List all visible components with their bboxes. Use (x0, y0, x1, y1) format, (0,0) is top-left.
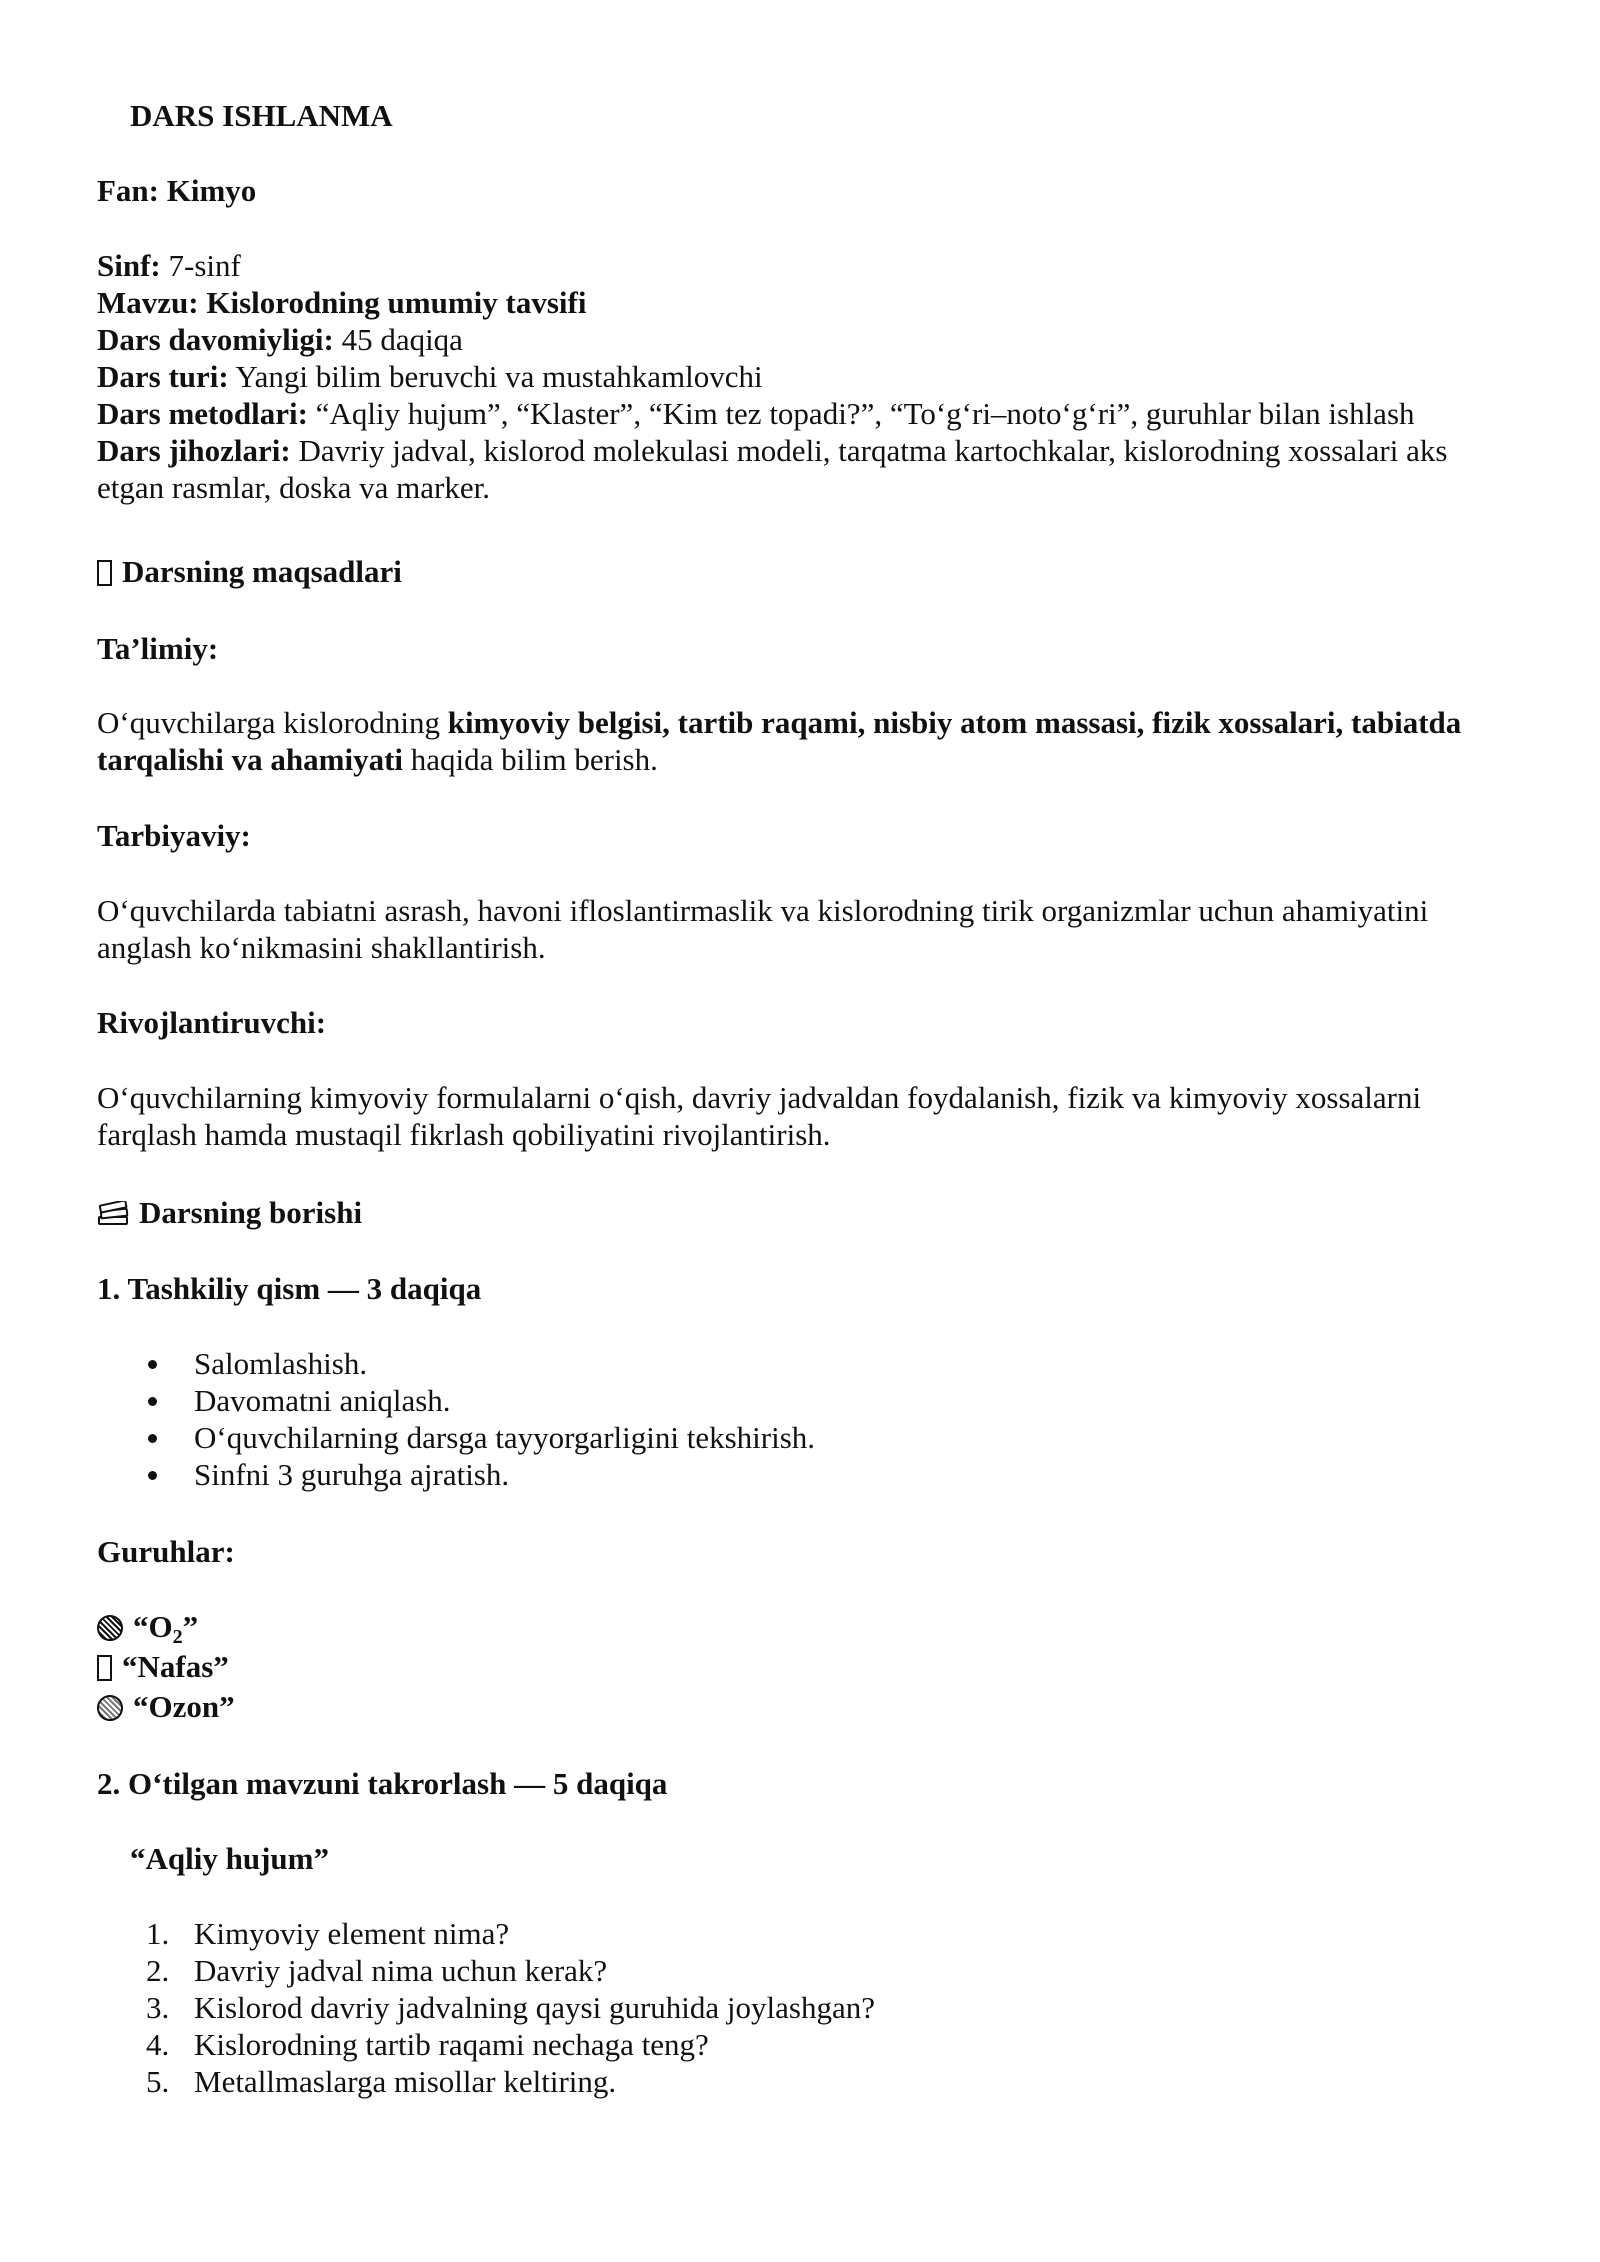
list-item-text: Kimyoviy element nima? (194, 1916, 510, 1951)
educational-text (97, 704, 1517, 778)
equipment-line (97, 432, 1517, 506)
list-item (97, 2063, 875, 2100)
bullet (148, 1360, 157, 1369)
equipment-value: Davriy jadval, kislorod molekulasi modeli, tarqatma kartochkalar, kislorodning xossalari aks etgan rasmlar, doska va marker. (97, 433, 1448, 505)
groups-label: Guruhlar: (97, 1534, 235, 1569)
developmental-label: Rivojlantiruvchi: (97, 1005, 327, 1040)
step2-heading: 2. O‘tilgan mavzuni takrorlash — 5 daqiqa (97, 1766, 668, 1801)
duration-value: 45 daqiqa (341, 322, 463, 357)
goals-heading-text: Darsning maqsadlari (122, 554, 402, 589)
group-nafas (97, 1647, 1517, 1687)
box-glyph-icon (97, 560, 112, 586)
list-item (97, 2026, 875, 2063)
topic-line (97, 284, 1517, 321)
list-item-text: O‘quvchilarning darsga tayyorgarligini tekshirish. (194, 1420, 816, 1455)
educational-label: Ta’limiy: (97, 631, 219, 666)
item-number: 4. (146, 2027, 170, 2062)
grade-line (97, 247, 1517, 284)
list-item (97, 1382, 815, 1419)
item-number: 1. (146, 1916, 170, 1951)
type-label: Dars turi: (97, 359, 229, 394)
duration-line (97, 321, 1517, 358)
item-number: 5. (146, 2064, 170, 2099)
list-item-text: Metallmaslarga misollar keltiring. (194, 2064, 617, 2099)
methods-value: “Aqliy hujum”, “Klaster”, “Kim tez topadi?”, “To‘g‘ri–noto‘g‘ri”, guruhlar bilan ishlash (315, 396, 1415, 431)
step2-method: “Aqliy hujum” (130, 1841, 329, 1876)
lesson-info (97, 247, 1517, 506)
box-glyph-icon (97, 1655, 112, 1681)
item-number: 3. (146, 1990, 170, 2025)
list-item-text: Sinfni 3 guruhga ajratish. (194, 1457, 510, 1492)
type-line (97, 358, 1517, 395)
list-item-text: Davomatni aniqlash. (194, 1383, 451, 1418)
topic-label: Mavzu: (97, 285, 199, 320)
fan-value: Kimyo (166, 173, 257, 208)
type-value: Yangi bilim beruvchi va mustahkamlovchi (235, 359, 763, 394)
group-o2 (97, 1607, 1517, 1647)
group-ozon (97, 1687, 1517, 1727)
group-ozon-text: “Ozon” (133, 1689, 235, 1724)
process-heading-text: Darsning borishi (139, 1195, 363, 1230)
step1-list (97, 1345, 815, 1493)
goals-heading (97, 553, 1517, 590)
process-heading (97, 1194, 1517, 1231)
bullet (148, 1434, 157, 1443)
upbringing-label: Tarbiyaviy: (97, 818, 251, 853)
grade-value: 7-sinf (168, 248, 241, 283)
list-item (97, 1419, 815, 1456)
methods-line (97, 395, 1517, 432)
duration-label: Dars davomiyligi: (97, 322, 334, 357)
group-o2-pre: “O (133, 1609, 173, 1644)
dark-circle-icon (97, 1615, 123, 1641)
fan-label: Fan: (97, 173, 159, 208)
educational-bold: kimyoviy belgisi, tartib raqami, nisbiy atom massasi, fizik xossalari, tabiatda tarqalishi va ahamiyati (97, 705, 1462, 777)
step1-heading: 1. Tashkiliy qism — 3 daqiqa (97, 1271, 482, 1306)
developmental-text: O‘quvchilarning kimyoviy formulalarni o‘qish, davriy jadvaldan foydalanish, fizik va kimyoviy xossalarni farqlash hamda mustaqil fikrlash qobiliyatini rivojlantirish. (97, 1080, 1422, 1152)
list-item (97, 1989, 875, 2026)
questions-list (97, 1915, 875, 2100)
list-item (97, 1345, 815, 1382)
bullet (148, 1471, 157, 1480)
grade-label: Sinf: (97, 248, 161, 283)
item-number: 2. (146, 1953, 170, 1988)
light-circle-icon (97, 1695, 123, 1721)
list-item (97, 1915, 875, 1952)
group-o2-post: ” (182, 1609, 199, 1644)
upbringing-text: O‘quvchilarda tabiatni asrash, havoni ifloslantirmaslik va kislorodning tirik organizmlar uchun ahamiyatini anglash ko‘nikmasini shakllantirish. (97, 893, 1429, 965)
subject-line (97, 172, 1517, 209)
document-title: DARS ISHLANMA (130, 98, 393, 133)
equipment-label: Dars jihozlari: (97, 433, 291, 468)
educational-post: haqida bilim berish. (403, 742, 658, 777)
topic-value: Kislorodning umumiy tavsifi (206, 285, 587, 320)
list-item-text: Kislorodning tartib raqami nechaga teng? (194, 2027, 709, 2062)
list-item-text: Salomlashish. (194, 1346, 368, 1381)
books-icon (97, 1201, 129, 1227)
list-item (97, 1456, 815, 1493)
group-nafas-text: “Nafas” (122, 1649, 229, 1684)
educational-pre: O‘quvchilarga kislorodning (97, 705, 448, 740)
list-item (97, 1952, 875, 1989)
bullet (148, 1397, 157, 1406)
group-o2-sub: 2 (172, 1626, 183, 1648)
methods-label: Dars metodlari: (97, 396, 308, 431)
list-item-text: Davriy jadval nima uchun kerak? (194, 1953, 608, 1988)
list-item-text: Kislorod davriy jadvalning qaysi guruhida joylashgan? (194, 1990, 876, 2025)
groups-list (97, 1607, 1517, 1727)
